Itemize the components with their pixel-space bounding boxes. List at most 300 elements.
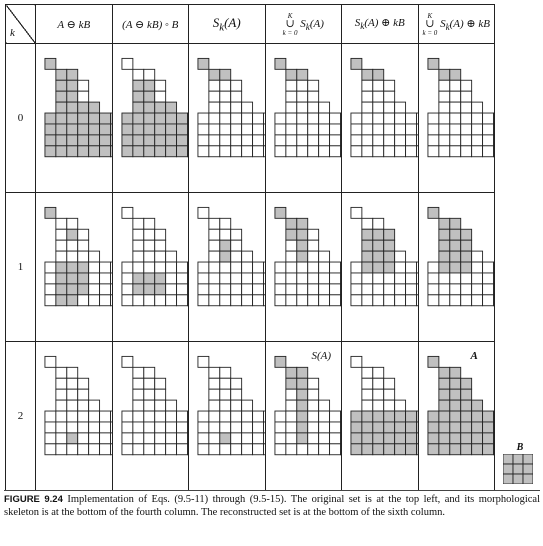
grid-cell [449, 102, 460, 113]
grid-cell [329, 411, 340, 422]
structuring-element-cell [503, 464, 513, 474]
grid-cell-filled [45, 207, 56, 218]
grid-cell-filled [89, 146, 100, 157]
grid-cell-filled [493, 433, 494, 444]
grid-cell-filled [449, 69, 460, 80]
grid-cell-filled [78, 135, 89, 146]
grid-cell [406, 124, 417, 135]
grid-cell-filled [384, 262, 395, 273]
grid-cell-filled [427, 207, 438, 218]
grid-cell-filled [89, 102, 100, 113]
grid-cell [165, 444, 176, 455]
grid-cell [296, 284, 307, 295]
grid-cell [438, 80, 449, 91]
grid-cell [165, 422, 176, 433]
grid-cell [329, 146, 340, 157]
grid-cell [143, 444, 154, 455]
grid-panel-svg [36, 342, 112, 490]
grid-cell [384, 284, 395, 295]
grid-cell-filled [132, 135, 143, 146]
grid-cell [100, 411, 111, 422]
structuring-element-cell [503, 454, 513, 464]
grid-cell [242, 273, 253, 284]
grid-cell [67, 444, 78, 455]
grid-cell [209, 422, 220, 433]
grid-cell [384, 146, 395, 157]
grid-cell [449, 273, 460, 284]
grid-cell [307, 411, 318, 422]
grid-cell-filled [351, 58, 362, 69]
grid-cell [176, 295, 187, 306]
grid-cell [329, 135, 340, 146]
header-erosion-text: A ⊖ kB [57, 18, 91, 31]
grid-cell [471, 102, 482, 113]
grid-cell-filled [67, 102, 78, 113]
union-limit-bottom: k = 0 [282, 28, 298, 37]
grid-cell [493, 295, 494, 306]
grid-cell [395, 262, 406, 273]
grid-cell [296, 262, 307, 273]
grid-cell [438, 102, 449, 113]
grid-cell [165, 273, 176, 284]
grid-cell [67, 251, 78, 262]
grid-cell [285, 433, 296, 444]
grid-cell [253, 273, 264, 284]
grid-cell [449, 91, 460, 102]
grid-cell [242, 124, 253, 135]
grid-cell [231, 378, 242, 389]
grid-cell-filled [460, 444, 471, 455]
grid-cell [176, 422, 187, 433]
grid-cell [121, 295, 132, 306]
grid-cell-filled [395, 422, 406, 433]
grid-cell [132, 295, 143, 306]
grid-cell-filled [67, 146, 78, 157]
structuring-element-cell [523, 474, 533, 484]
grid-panel-svg [419, 44, 495, 192]
grid-cell-filled [427, 58, 438, 69]
grid-cell [78, 400, 89, 411]
header-skeleton-subset [189, 5, 266, 44]
grid-cell [406, 135, 417, 146]
grid-cell [384, 400, 395, 411]
grid-cell-filled [143, 91, 154, 102]
panel-1-1 [112, 193, 189, 342]
grid-cell [154, 262, 165, 273]
grid-cell-filled [296, 69, 307, 80]
row-label-0: 0 [6, 44, 36, 193]
grid-cell-filled [373, 411, 384, 422]
grid-cell-filled [56, 91, 67, 102]
figure-table [5, 4, 495, 491]
grid-cell-filled [362, 411, 373, 422]
grid-cell [220, 422, 231, 433]
grid-cell-filled [154, 135, 165, 146]
grid-cell-filled [132, 284, 143, 295]
grid-cell [285, 295, 296, 306]
grid-cell [307, 102, 318, 113]
grid-cell [373, 295, 384, 306]
grid-cell [45, 433, 56, 444]
grid-cell [56, 229, 67, 240]
header-dilated-subset-sub: k [360, 21, 365, 32]
grid-cell [351, 113, 362, 124]
grid-cell [482, 295, 493, 306]
grid-cell [329, 284, 340, 295]
grid-cell [89, 411, 100, 422]
grid-cell [253, 124, 264, 135]
grid-cell [285, 422, 296, 433]
grid-cell [253, 433, 264, 444]
grid-cell-filled [351, 444, 362, 455]
grid-cell-filled [460, 422, 471, 433]
grid-cell [384, 295, 395, 306]
grid-cell [132, 251, 143, 262]
grid-cell-filled [274, 58, 285, 69]
grid-cell [132, 422, 143, 433]
grid-cell [307, 444, 318, 455]
grid-cell [329, 433, 340, 444]
grid-cell [395, 400, 406, 411]
grid-cell [285, 91, 296, 102]
grid-cell [482, 284, 493, 295]
grid-cell-filled [482, 411, 493, 422]
grid-cell [296, 295, 307, 306]
grid-cell [274, 135, 285, 146]
grid-cell [285, 444, 296, 455]
grid-cell-filled [296, 367, 307, 378]
grid-panel-svg [36, 193, 112, 341]
grid-cell-filled [362, 444, 373, 455]
grid-cell-filled [89, 135, 100, 146]
grid-cell-filled [143, 135, 154, 146]
structuring-element-cell [513, 454, 523, 464]
grid-cell [362, 80, 373, 91]
corner-cell [6, 5, 36, 44]
grid-cell [329, 262, 340, 273]
grid-cell [242, 295, 253, 306]
grid-cell-filled [67, 284, 78, 295]
grid-cell [143, 433, 154, 444]
grid-cell-filled [45, 113, 56, 124]
grid-cell [427, 273, 438, 284]
grid-cell-filled [384, 251, 395, 262]
grid-cell [285, 113, 296, 124]
grid-cell [198, 422, 209, 433]
grid-cell [154, 229, 165, 240]
grid-cell [329, 422, 340, 433]
grid-panel-svg [419, 193, 495, 341]
grid-cell-filled [438, 262, 449, 273]
grid-cell-filled [449, 422, 460, 433]
grid-cell [274, 295, 285, 306]
grid-cell [285, 389, 296, 400]
grid-cell-filled [220, 251, 231, 262]
grid-cell [253, 113, 264, 124]
grid-cell-filled [373, 229, 384, 240]
panel-1-0 [36, 193, 113, 342]
grid-cell-filled [471, 411, 482, 422]
grid-panel-svg [266, 342, 342, 490]
panel-0-4 [342, 44, 419, 193]
structuring-element-grid [503, 454, 533, 484]
grid-cell-filled [154, 124, 165, 135]
grid-cell-filled [220, 240, 231, 251]
grid-cell [45, 411, 56, 422]
grid-cell [198, 113, 209, 124]
grid-cell-filled [56, 69, 67, 80]
grid-cell [45, 356, 56, 367]
grid-cell [427, 124, 438, 135]
grid-cell [318, 251, 329, 262]
grid-cell-filled [438, 389, 449, 400]
grid-cell [231, 124, 242, 135]
grid-cell [427, 135, 438, 146]
grid-cell [384, 378, 395, 389]
grid-cell [100, 273, 111, 284]
grid-cell [493, 146, 494, 157]
grid-cell [78, 229, 89, 240]
grid-cell-filled [406, 433, 417, 444]
grid-cell [351, 284, 362, 295]
grid-cell [198, 433, 209, 444]
grid-cell [78, 80, 89, 91]
grid-cell [329, 295, 340, 306]
grid-cell-filled [67, 113, 78, 124]
grid-cell-filled [373, 262, 384, 273]
grid-cell [209, 240, 220, 251]
grid-cell-filled [121, 146, 132, 157]
grid-cell-filled [78, 124, 89, 135]
grid-cell [220, 218, 231, 229]
grid-cell [176, 411, 187, 422]
grid-cell [45, 262, 56, 273]
grid-cell-filled [460, 378, 471, 389]
grid-panel-svg [36, 44, 112, 192]
grid-panel-svg [342, 342, 418, 490]
skeleton-annotation: S(A) [311, 350, 331, 362]
panel-2-4 [342, 342, 419, 491]
grid-cell [220, 411, 231, 422]
grid-cell [165, 400, 176, 411]
grid-cell [231, 284, 242, 295]
grid-cell [143, 69, 154, 80]
grid-cell-filled [67, 295, 78, 306]
grid-cell-filled [460, 411, 471, 422]
grid-cell-filled [406, 411, 417, 422]
grid-cell [242, 102, 253, 113]
grid-cell [45, 295, 56, 306]
grid-cell [231, 433, 242, 444]
grid-cell [231, 135, 242, 146]
grid-cell [198, 356, 209, 367]
grid-cell [351, 207, 362, 218]
grid-cell-filled [460, 433, 471, 444]
grid-cell [373, 146, 384, 157]
grid-cell [274, 284, 285, 295]
grid-cell-filled [132, 124, 143, 135]
grid-cell [329, 124, 340, 135]
grid-cell [45, 284, 56, 295]
grid-cell [220, 273, 231, 284]
grid-cell [242, 411, 253, 422]
grid-panel-svg [189, 193, 265, 341]
grid-cell-filled [471, 433, 482, 444]
grid-cell [471, 284, 482, 295]
grid-cell-filled [362, 251, 373, 262]
grid-cell [176, 284, 187, 295]
grid-cell-filled [121, 113, 132, 124]
grid-cell [67, 389, 78, 400]
header-skeleton-subset-s: S [212, 14, 220, 30]
grid-cell [362, 367, 373, 378]
grid-cell [406, 262, 417, 273]
panel-1-2 [189, 193, 266, 342]
structuring-element-cell [523, 454, 533, 464]
grid-cell [242, 433, 253, 444]
grid-cell [220, 389, 231, 400]
grid-cell-filled [471, 444, 482, 455]
grid-cell [395, 124, 406, 135]
grid-cell-filled [471, 422, 482, 433]
header-dilated-subset-tail: (A) ⊕ kB [364, 17, 405, 30]
grid-cell [362, 273, 373, 284]
grid-cell [89, 400, 100, 411]
grid-cell-filled [438, 69, 449, 80]
grid-cell [384, 273, 395, 284]
grid-cell [307, 240, 318, 251]
grid-cell [78, 295, 89, 306]
structuring-element [500, 442, 540, 486]
grid-cell [438, 135, 449, 146]
grid-cell [460, 284, 471, 295]
row-k0 [6, 44, 495, 193]
figure-caption [4, 493, 540, 519]
grid-cell [449, 124, 460, 135]
grid-cell [406, 284, 417, 295]
grid-cell [493, 284, 494, 295]
grid-cell [318, 422, 329, 433]
grid-cell [154, 411, 165, 422]
grid-panel-svg [342, 44, 418, 192]
grid-cell-filled [373, 69, 384, 80]
grid-cell [438, 284, 449, 295]
grid-cell-filled [482, 444, 493, 455]
grid-cell [176, 273, 187, 284]
grid-cell-filled [373, 433, 384, 444]
grid-cell [209, 146, 220, 157]
grid-cell-filled [438, 400, 449, 411]
grid-cell [285, 251, 296, 262]
grid-cell [285, 240, 296, 251]
grid-cell [78, 389, 89, 400]
grid-cell [307, 146, 318, 157]
grid-cell-filled [89, 113, 100, 124]
union-limit [283, 12, 298, 37]
grid-cell-filled [296, 411, 307, 422]
grid-cell-filled [89, 124, 100, 135]
grid-cell [307, 378, 318, 389]
header-opening-text: (A ⊖ kB) ◦ B [122, 18, 179, 31]
grid-cell-filled [165, 135, 176, 146]
grid-cell [373, 80, 384, 91]
grid-cell [67, 240, 78, 251]
structuring-element-label: B [516, 442, 524, 453]
grid-cell [56, 240, 67, 251]
grid-cell-filled [78, 113, 89, 124]
grid-cell [351, 124, 362, 135]
grid-cell-filled [296, 229, 307, 240]
grid-cell [384, 389, 395, 400]
grid-cell [209, 295, 220, 306]
grid-cell-filled [449, 229, 460, 240]
grid-cell-filled [67, 262, 78, 273]
grid-cell [132, 367, 143, 378]
grid-cell [329, 113, 340, 124]
grid-cell [45, 273, 56, 284]
grid-cell-filled [56, 113, 67, 124]
grid-cell [493, 113, 494, 124]
grid-cell [56, 378, 67, 389]
grid-cell [318, 113, 329, 124]
grid-cell [362, 400, 373, 411]
grid-cell [296, 146, 307, 157]
grid-cell [427, 113, 438, 124]
panel-1-3 [265, 193, 342, 342]
grid-cell [121, 444, 132, 455]
grid-cell [231, 400, 242, 411]
grid-cell [165, 284, 176, 295]
grid-cell [351, 295, 362, 306]
grid-cell [362, 295, 373, 306]
grid-cell-filled [100, 146, 111, 157]
grid-cell [253, 422, 264, 433]
grid-cell [121, 58, 132, 69]
grid-cell [493, 262, 494, 273]
grid-cell [274, 433, 285, 444]
grid-cell [220, 367, 231, 378]
grid-cell [56, 218, 67, 229]
grid-cell [220, 262, 231, 273]
grid-cell [285, 146, 296, 157]
grid-cell [242, 422, 253, 433]
grid-cell [121, 411, 132, 422]
grid-cell [307, 91, 318, 102]
grid-cell-filled [45, 135, 56, 146]
grid-cell [395, 284, 406, 295]
grid-cell [384, 135, 395, 146]
grid-cell [285, 284, 296, 295]
grid-cell-filled [143, 102, 154, 113]
grid-cell-filled [460, 400, 471, 411]
grid-cell [296, 80, 307, 91]
grid-cell-filled [395, 411, 406, 422]
grid-cell [209, 411, 220, 422]
row-k2 [6, 342, 495, 491]
grid-cell [56, 422, 67, 433]
grid-cell-filled [384, 444, 395, 455]
grid-cell [253, 135, 264, 146]
grid-cell [460, 135, 471, 146]
grid-cell [406, 273, 417, 284]
grid-cell [220, 229, 231, 240]
grid-cell [274, 422, 285, 433]
grid-cell [307, 400, 318, 411]
header-reconstruction-union-tail: (A) ⊕ kB [449, 17, 491, 30]
grid-cell-filled [67, 80, 78, 91]
grid-cell [209, 273, 220, 284]
grid-cell-filled [471, 400, 482, 411]
